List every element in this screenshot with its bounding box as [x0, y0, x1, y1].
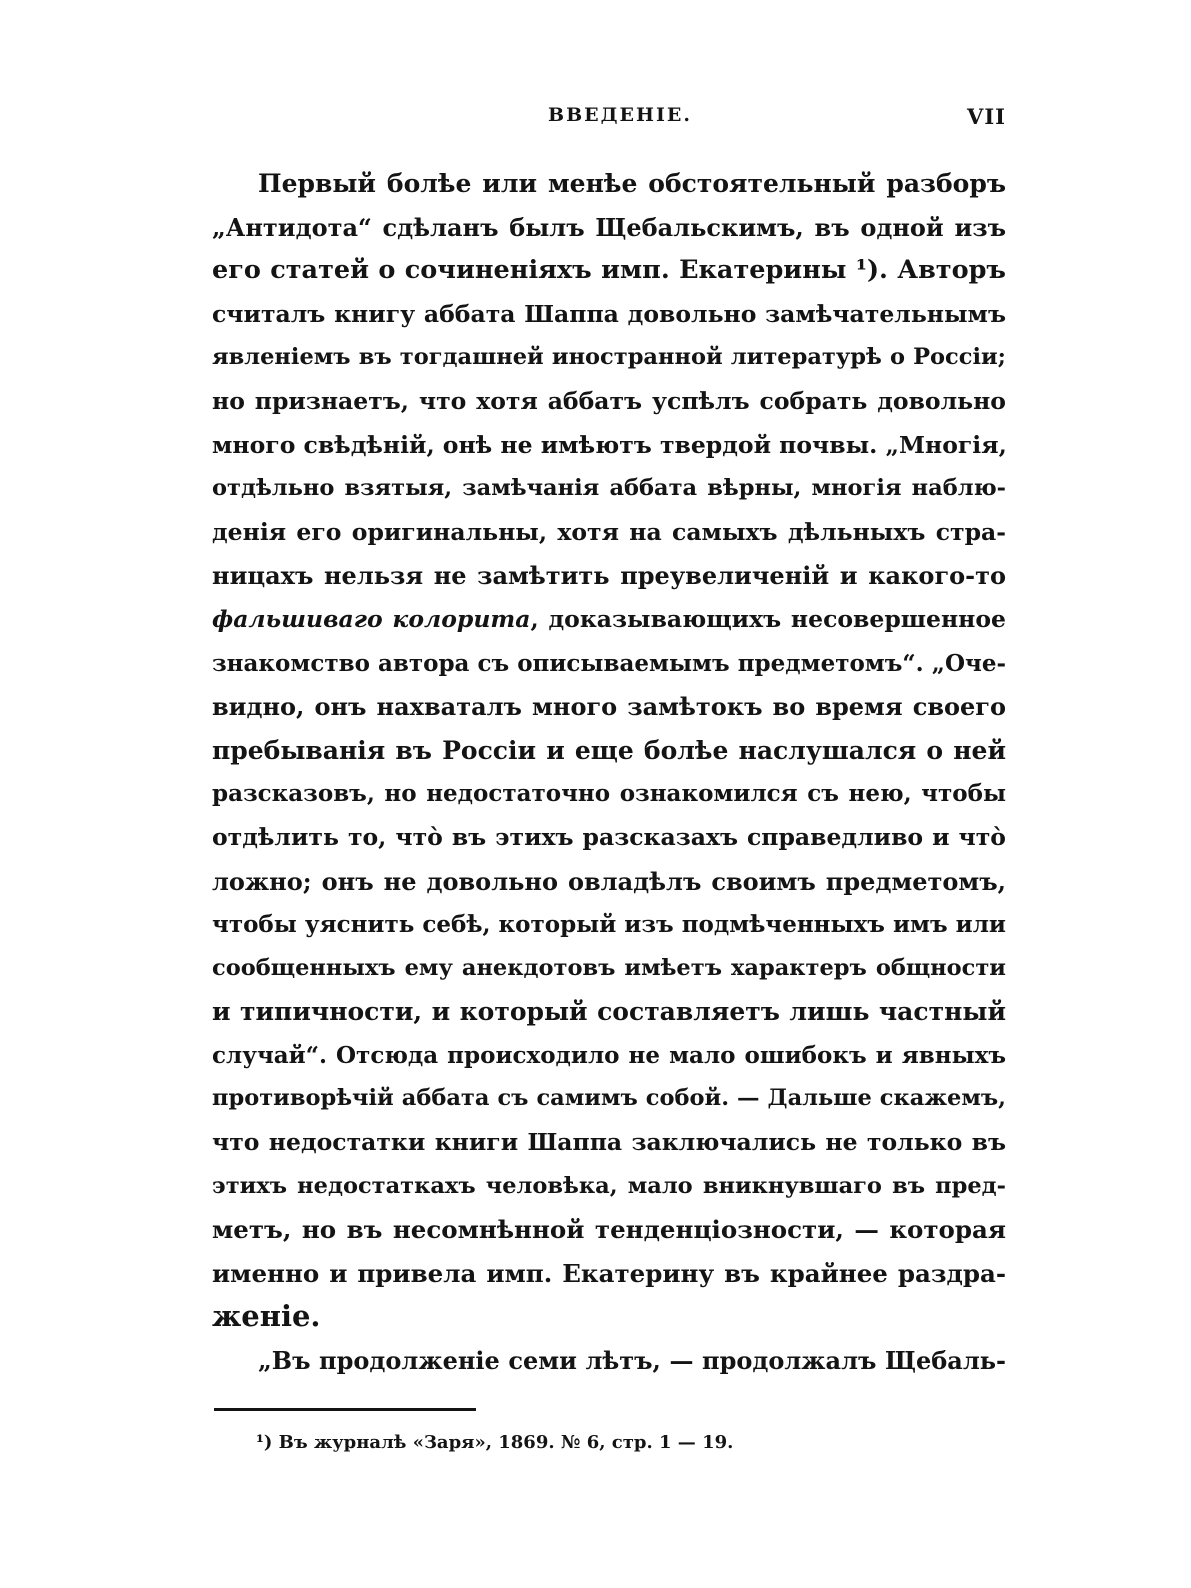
- text-line: женiе.: [212, 1299, 321, 1334]
- running-title: ВВЕДЕНIЕ.: [548, 104, 692, 126]
- text-line: Первый болѣе или менѣе обстоятельный разборъ: [258, 169, 1006, 198]
- body-text: [212, 162, 1006, 1383]
- text-line: разсказовъ, но недостаточно ознакомился съ нею, чтобы: [212, 780, 1006, 808]
- text-line: метъ, но въ несомнѣнной тенденцiозности, — которая: [212, 1215, 1006, 1245]
- footnote-divider: [214, 1408, 476, 1411]
- text-line: „Въ продолженiе семи лѣтъ, — продолжалъ Щебаль-: [258, 1346, 1006, 1376]
- text-line: много свѣдѣнiй, онѣ не имѣютъ твердой почвы. „Многiя,: [212, 430, 1007, 459]
- text-line: и типичности, и который составляетъ лишь частный: [212, 997, 1006, 1027]
- text-line: „Антидота“ сдѣланъ былъ Щебальскимъ, въ одной изъ: [212, 212, 1006, 242]
- footnote: ¹) Въ журналѣ «Заря», 1869. № 6, стр. 1 — 19.: [256, 1432, 734, 1453]
- text-line: чтобы уяснить себѣ, который изъ подмѣченныхъ имъ или: [212, 911, 1006, 939]
- text-line: противорѣчiй аббата съ самимъ собой. — Дальше скажемъ,: [212, 1085, 1006, 1112]
- text-line-rest: , доказывающихъ несовершенное: [530, 604, 1007, 633]
- text-line: денiя его оригинальны, хотя на самыхъ дѣльныхъ стра-: [212, 517, 1006, 546]
- text-line: случай“. Отсюда происходило не мало ошибокъ и явныхъ: [212, 1041, 1006, 1069]
- text-line: что недостатки книги Шаппа заключались не только въ: [212, 1128, 1006, 1157]
- text-line: отдѣлить то, что̀ въ этихъ разсказахъ справедливо и что̀: [212, 822, 1006, 851]
- text-line: считалъ книгу аббата Шаппа довольно замѣчательнымъ: [212, 299, 1006, 328]
- text-line: именно и привела имп. Екатерину въ крайнее раздра-: [212, 1258, 1006, 1288]
- text-line: явленiемъ въ тогдашней иностранной литературѣ о Россiи;: [212, 344, 1006, 371]
- text-line: этихъ недостаткахъ человѣка, мало вникнувшаго въ пред-: [212, 1172, 1006, 1199]
- text-line: его статей о сочиненiяхъ имп. Екатерины ¹). Авторъ: [212, 255, 1006, 286]
- page-header: [214, 104, 1006, 134]
- text-line-with-italic: [212, 598, 1006, 642]
- text-line: знакомство автора съ описываемымъ предметомъ“. „Оче-: [212, 649, 1006, 677]
- text-line: но признаетъ, что хотя аббатъ успѣлъ собрать довольно: [212, 386, 1006, 415]
- text-line: сообщенныхъ ему анекдотовъ имѣетъ характеръ общности: [212, 954, 1006, 981]
- text-line: отдѣльно взятыя, замѣчанiя аббата вѣрны, многiя наблю-: [212, 475, 1006, 502]
- text-line: ложно; онъ не довольно овладѣлъ своимъ предметомъ,: [212, 866, 1006, 896]
- page-number: VII: [967, 104, 1006, 129]
- text-line: ницахъ нельзя не замѣтить преувеличенiй и какого-то: [212, 561, 1006, 591]
- text-line: видно, онъ нахваталъ много замѣтокъ во время своего: [212, 692, 1006, 722]
- italic-phrase: фальшиваго колорита: [212, 604, 531, 633]
- text-line: пребыванiя въ Россiи и еще болѣе наслушался о ней: [212, 735, 1006, 765]
